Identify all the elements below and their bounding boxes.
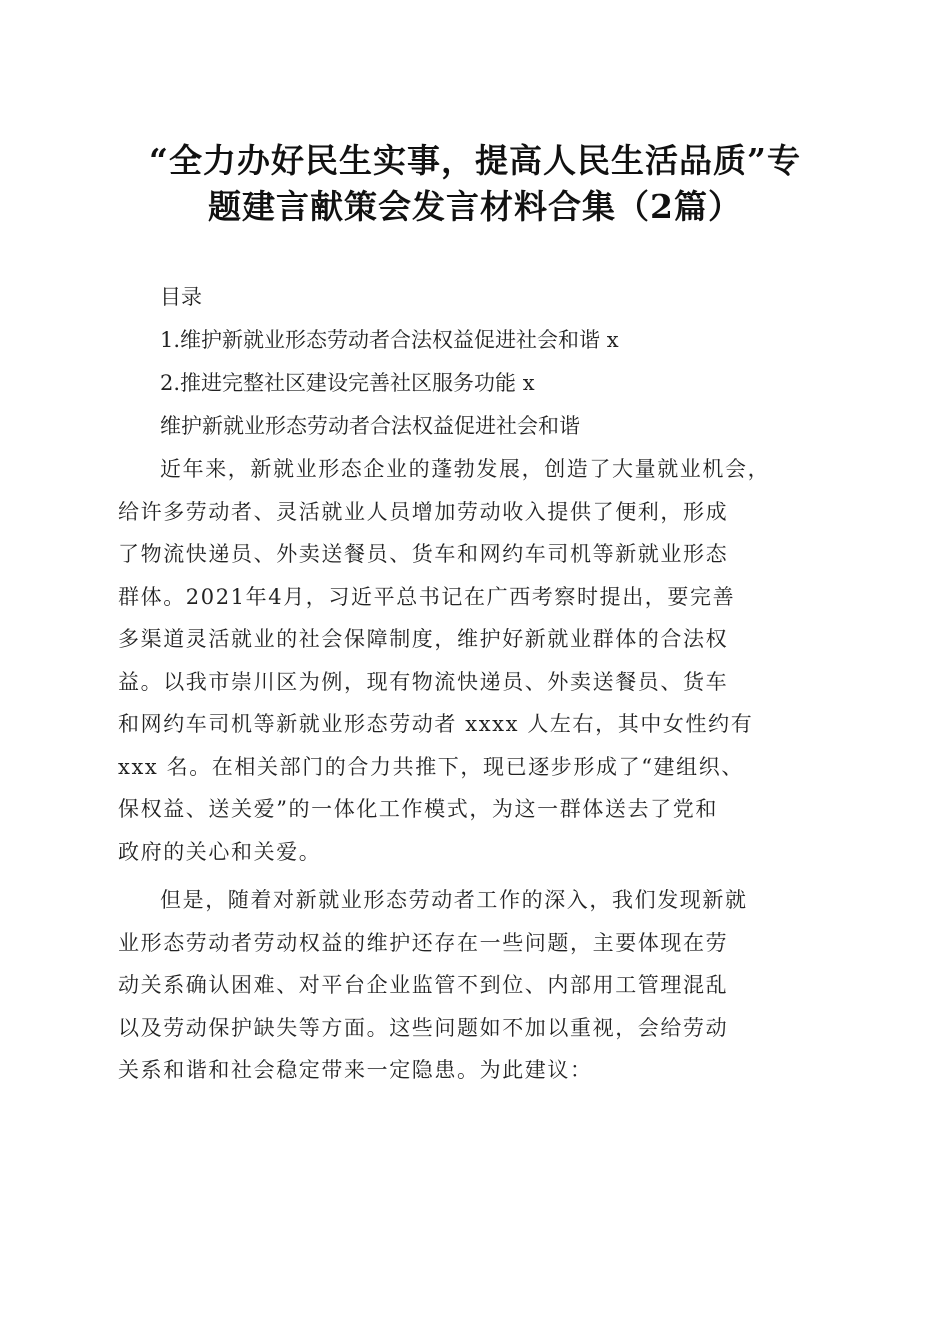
document-body: [118, 276, 840, 1092]
paragraph-line: 业形态劳动者劳动权益的维护还存在一些问题，主要体现在劳: [118, 930, 729, 955]
paragraph-1: [118, 448, 840, 873]
paragraph-line: 政府的关心和关爱。: [118, 839, 322, 864]
table-of-contents: [118, 276, 840, 448]
paragraph-line: 但是，随着对新就业形态劳动者工作的深入，我们发现新就: [160, 888, 748, 912]
document-title: [100, 138, 850, 230]
paragraph-2: [118, 879, 840, 1092]
title-line-2: 题建言献策会发言材料合集（2篇）: [208, 187, 742, 226]
paragraph-line: 和网约车司机等新就业形态劳动者 xxxx 人左右，其中女性约有: [118, 712, 754, 736]
paragraph-line: xxx 名。在相关部门的合力共推下，现已逐步形成了“建组织、: [118, 754, 744, 779]
section-title: 维护新就业形态劳动者合法权益促进社会和谐: [160, 414, 580, 438]
paragraph-line: 保权益、送关爱”的一体化工作模式，为这一群体送去了党和: [118, 797, 718, 821]
paragraph-line: 以及劳动保护缺失等方面。这些问题如不加以重视，会给劳动: [118, 1015, 729, 1040]
paragraph-line: 多渠道灵活就业的社会保障制度，维护好新就业群体的合法权: [118, 627, 729, 651]
paragraph-line: 近年来，新就业形态企业的蓬勃发展，创造了大量就业机会，: [160, 457, 771, 481]
toc-item-2: 2.推进完整社区建设完善社区服务功能 x: [160, 371, 535, 395]
paragraph-line: 给许多劳动者、灵活就业人员增加劳动收入提供了便利，形成: [118, 499, 729, 524]
paragraph-line: 了物流快递员、外卖送餐员、货车和网约车司机等新就业形态: [118, 542, 729, 566]
toc-item-1: 1.维护新就业形态劳动者合法权益促进社会和谐 x: [160, 328, 619, 352]
paragraph-line: 动关系确认困难、对平台企业监管不到位、内部用工管理混乱: [118, 973, 729, 997]
toc-heading: 目录: [160, 285, 202, 309]
paragraph-line: 益。以我市崇川区为例，现有物流快递员、外卖送餐员、货车: [118, 669, 729, 694]
paragraph-line: 群体。2021年4月，习近平总书记在广西考察时提出，要完善: [118, 584, 736, 609]
paragraph-line: 关系和谐和社会稳定带来一定隐患。为此建议：: [118, 1058, 593, 1082]
title-line-1: “全力办好民生实事，提高人民生活品质”专: [149, 141, 801, 180]
